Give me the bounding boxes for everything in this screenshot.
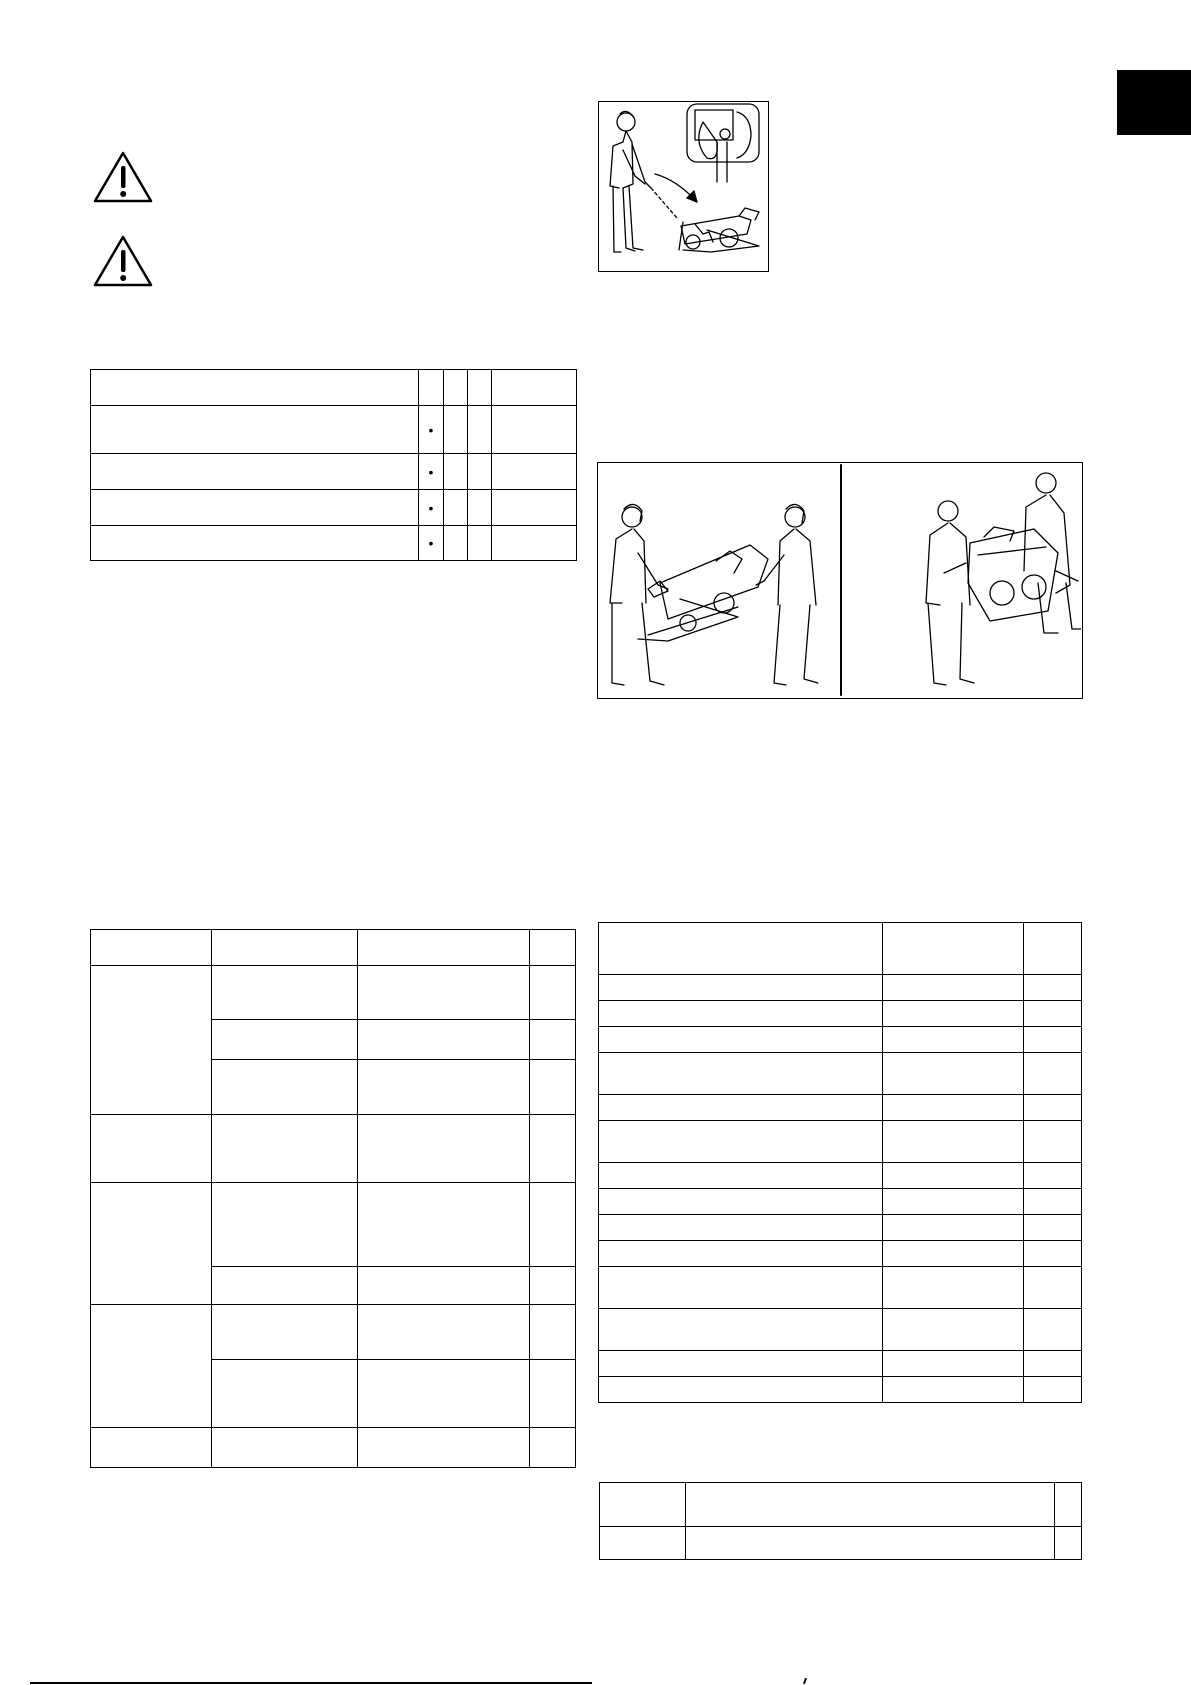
troubleshooting-table bbox=[90, 929, 576, 1468]
footer-mark bbox=[803, 1678, 807, 1684]
table-row bbox=[599, 1001, 1082, 1027]
check-dot: • bbox=[419, 406, 444, 454]
table-row bbox=[91, 454, 577, 490]
table-row bbox=[599, 1027, 1082, 1053]
table-row bbox=[91, 370, 577, 406]
table-row bbox=[600, 1527, 1082, 1560]
accessory-table bbox=[599, 1482, 1082, 1560]
technical-data-table bbox=[598, 922, 1082, 1403]
two-person-lift-illustration bbox=[598, 463, 1081, 697]
check-dot: • bbox=[419, 454, 444, 490]
table-row bbox=[600, 1483, 1082, 1527]
handle-fold-illustration bbox=[599, 102, 767, 270]
figure-handle-fold bbox=[598, 101, 769, 272]
table-row bbox=[91, 1183, 576, 1267]
table-row bbox=[91, 930, 576, 966]
check-dot: • bbox=[419, 526, 444, 561]
table-row bbox=[91, 406, 577, 454]
table-row bbox=[599, 1121, 1082, 1163]
table-row bbox=[599, 1163, 1082, 1189]
footer-rule bbox=[30, 1682, 592, 1684]
table-row bbox=[599, 975, 1082, 1001]
table-row bbox=[91, 1305, 576, 1360]
table-row bbox=[599, 1309, 1082, 1351]
check-dot: • bbox=[419, 490, 444, 526]
table-row bbox=[599, 1095, 1082, 1121]
table-row bbox=[599, 1189, 1082, 1215]
table-row bbox=[599, 1351, 1082, 1377]
table-row bbox=[91, 1428, 576, 1468]
table-row bbox=[91, 966, 576, 1020]
table-row bbox=[599, 1053, 1082, 1095]
table-row bbox=[91, 490, 577, 526]
warning-triangle-icon bbox=[92, 150, 154, 204]
table-row bbox=[599, 923, 1082, 975]
table-row bbox=[91, 1115, 576, 1183]
table-row bbox=[599, 1377, 1082, 1403]
maintenance-table bbox=[90, 369, 577, 561]
table-row bbox=[599, 1241, 1082, 1267]
table-row bbox=[599, 1215, 1082, 1241]
table-row bbox=[91, 526, 577, 561]
table-row bbox=[599, 1267, 1082, 1309]
warning-triangle-icon bbox=[92, 234, 154, 288]
figure-two-person-lift bbox=[597, 462, 1083, 699]
language-tab-marker bbox=[1117, 70, 1191, 135]
